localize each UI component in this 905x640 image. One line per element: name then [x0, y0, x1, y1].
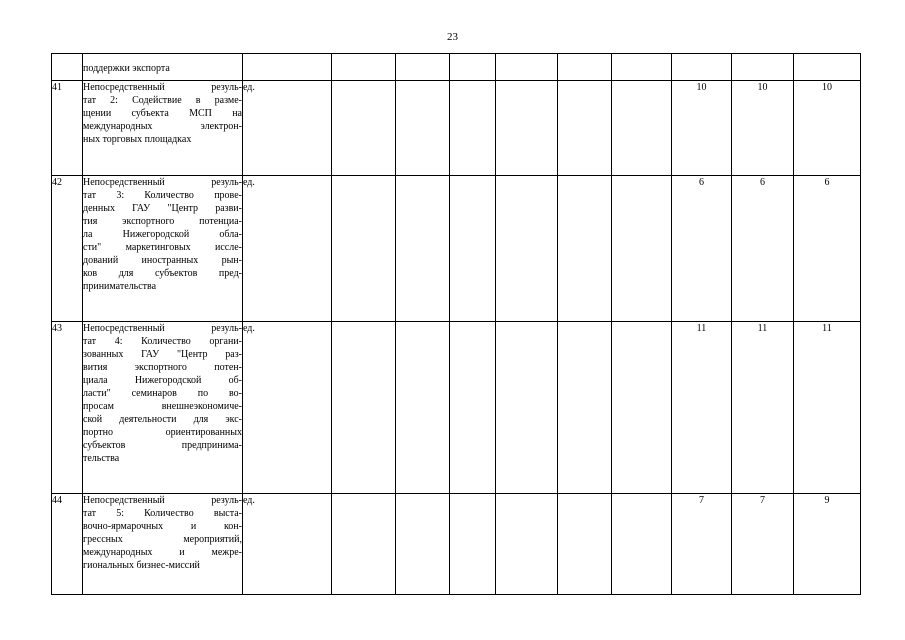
cell-name — [83, 322, 243, 494]
cell-unit: ед. — [243, 494, 332, 595]
cell-num: 43 — [52, 322, 83, 494]
name-line: принимательства — [83, 281, 157, 292]
cell-value-1: 11 — [672, 322, 732, 494]
table-row — [52, 81, 861, 176]
name-line: тельства — [83, 453, 120, 464]
cell-unit: ед. — [243, 81, 332, 176]
name-line: тат 4: Количество органи- — [83, 336, 242, 347]
name-line: тат 5: Количество выста- — [83, 508, 242, 519]
cell-value-1: 7 — [672, 494, 732, 595]
name-line: тат 2: Содействие в разме- — [83, 95, 242, 106]
name-line: ков для субъектов пред- — [83, 268, 242, 279]
cell-name — [83, 176, 243, 322]
name-line: тия экспортного потенциа- — [83, 216, 242, 227]
name-line: Непосредственный резуль- — [83, 177, 242, 188]
cell-num: 44 — [52, 494, 83, 595]
name-line: Непосредственный резуль- — [83, 323, 242, 334]
cell-value-1: 6 — [672, 176, 732, 322]
table-row — [52, 176, 861, 322]
cell-num: 42 — [52, 176, 83, 322]
table-row — [52, 494, 861, 595]
name-line: тат 3: Количество прове- — [83, 190, 242, 201]
name-line: ных торговых площадках — [83, 134, 192, 145]
name-line: международных электрон- — [83, 121, 242, 132]
name-line: сти" маркетинговых иссле- — [83, 242, 242, 253]
table-row — [52, 322, 861, 494]
cell-name — [83, 81, 243, 176]
cell-value-2: 10 — [732, 81, 794, 176]
name-line: циала Нижегородской об- — [83, 375, 242, 386]
table-row-continuation — [52, 54, 861, 81]
cell-num: 41 — [52, 81, 83, 176]
name-line: вития экспортного потен- — [83, 362, 242, 373]
cell-value-3: 11 — [794, 322, 861, 494]
name-line: просам внешнеэкономиче- — [83, 401, 242, 412]
name-line: дований иностранных рын- — [83, 255, 242, 266]
name-line: грессных мероприятий, — [83, 534, 242, 545]
name-line: Непосредственный резуль- — [83, 82, 242, 93]
cell-value-3: 9 — [794, 494, 861, 595]
name-line: щении субъекта МСП на — [83, 108, 242, 119]
cell-name: поддержки экспорта — [83, 54, 243, 81]
name-line: гиональных бизнес-миссий — [83, 560, 200, 571]
cell-value-2: 7 — [732, 494, 794, 595]
name-line: ской деятельности для экс- — [83, 414, 242, 425]
name-line: Непосредственный резуль- — [83, 495, 242, 506]
cell-unit: ед. — [243, 322, 332, 494]
name-line: вочно-ярмарочных и кон- — [83, 521, 242, 532]
cell-num — [52, 54, 83, 81]
name-line: международных и межре- — [83, 547, 242, 558]
cell-value-3: 6 — [794, 176, 861, 322]
cell-unit: ед. — [243, 176, 332, 322]
indicators-table — [51, 53, 861, 595]
name-line: портно ориентированных — [83, 427, 242, 438]
name-line: ласти" семинаров по во- — [83, 388, 242, 399]
name-line: ла Нижегородской обла- — [83, 229, 242, 240]
name-line: субъектов предпринима- — [83, 440, 242, 451]
cell-value-3: 10 — [794, 81, 861, 176]
cell-value-2: 6 — [732, 176, 794, 322]
cell-name — [83, 494, 243, 595]
page-number: 23 — [447, 31, 458, 43]
cell-value-2: 11 — [732, 322, 794, 494]
cell-value-1: 10 — [672, 81, 732, 176]
name-line: зованных ГАУ "Центр раз- — [83, 349, 242, 360]
name-line: денных ГАУ "Центр разви- — [83, 203, 242, 214]
